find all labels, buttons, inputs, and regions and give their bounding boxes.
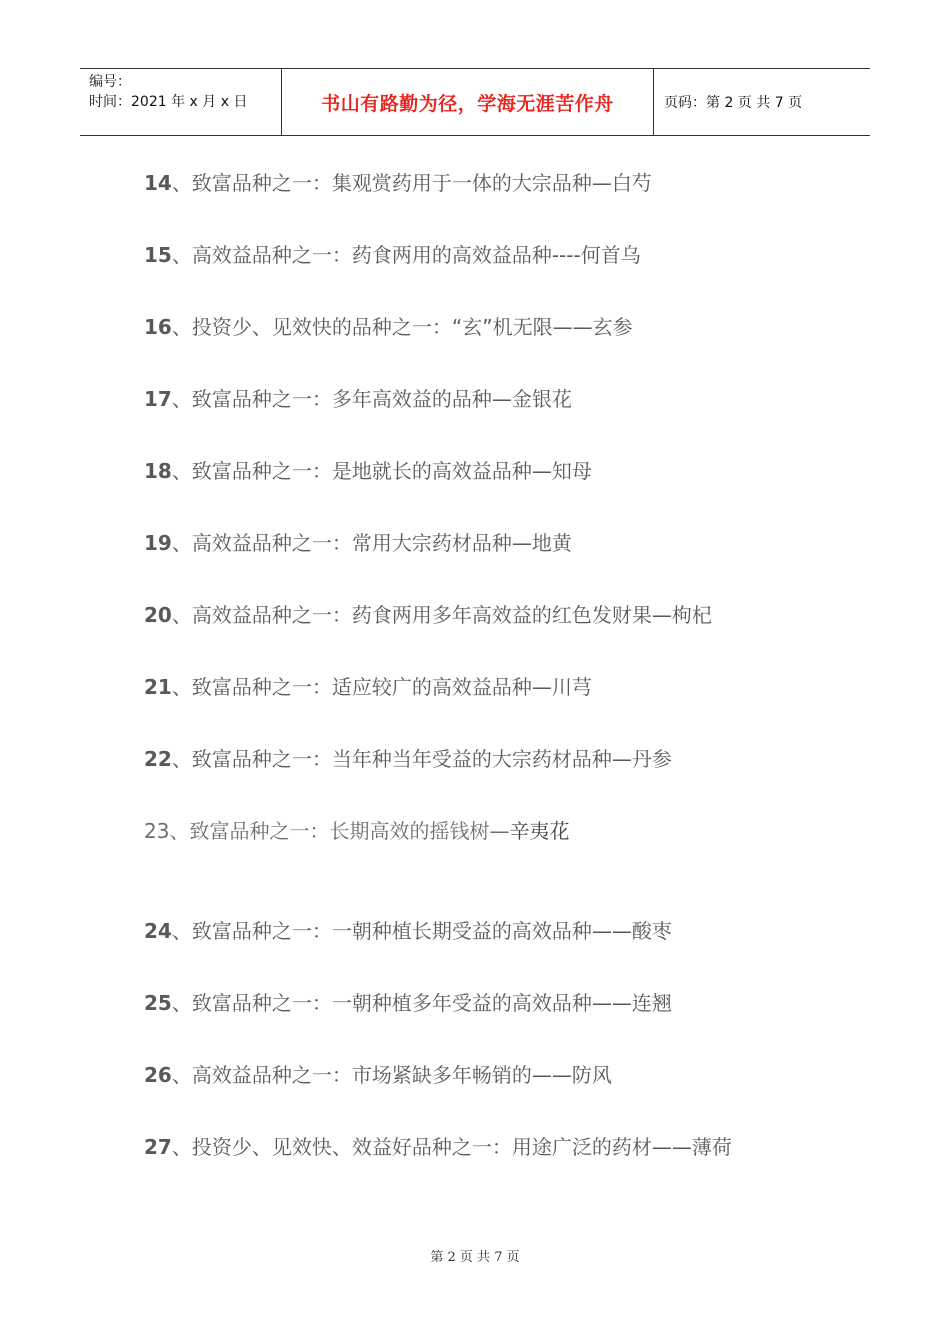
page-footer: 第 2 页 共 7 页 [430,1250,520,1265]
list-item: 17、致富品种之一：多年高效益的品种—金银花 [144,387,572,411]
document-time-label: 时间：2021 年 x 月 x 日 [89,94,248,110]
list-item: 18、致富品种之一：是地就长的高效益品种—知母 [144,459,592,483]
list-item: 15、高效益品种之一：药食两用的高效益品种----何首乌 [144,243,641,267]
list-item: 22、致富品种之一：当年种当年受益的大宗药材品种—丹参 [144,747,672,771]
list-item: 26、高效益品种之一：市场紧缺多年畅销的——防风 [144,1063,612,1087]
list-item: 20、高效益品种之一：药食两用多年高效益的红色发财果—枸杞 [144,603,712,627]
list-item: 24、致富品种之一：一朝种植长期受益的高效品种——酸枣 [144,919,672,943]
list-item: 23、致富品种之一：长期高效的摇钱树—辛夷花 [144,819,570,843]
header-page-info: 页码：第 2 页 共 7 页 [664,95,803,111]
header-motto: 书山有路勤为径，学海无涯苦作舟 [281,69,654,135]
list-item: 21、致富品种之一：适应较广的高效益品种—川芎 [144,675,592,699]
list-item: 19、高效益品种之一：常用大宗药材品种—地黄 [144,531,572,555]
header-info-cell [80,69,281,135]
page-header [80,68,870,136]
list-item: 27、投资少、见效快、效益好品种之一：用途广泛的药材——薄荷 [144,1135,732,1159]
list-item: 16、投资少、见效快的品种之一：“玄”机无限——玄参 [144,315,633,339]
list-item: 14、致富品种之一：集观赏药用于一体的大宗品种—白芍 [144,171,652,195]
document-number-label: 编号： [89,74,131,90]
list-item: 25、致富品种之一：一朝种植多年受益的高效品种——连翘 [144,991,672,1015]
